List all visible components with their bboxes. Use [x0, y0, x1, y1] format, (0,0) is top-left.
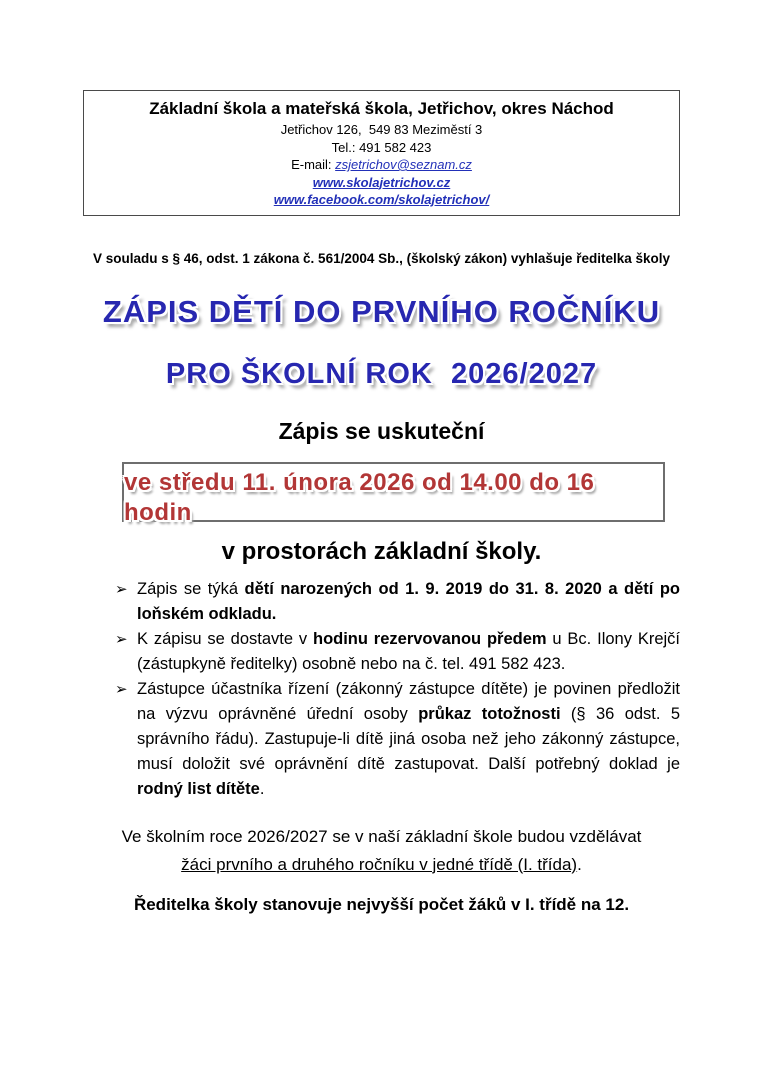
arrow-bullet-icon: ➢ [115, 630, 128, 648]
enrollment-date-text: ve středu 11. února 2026 od 14.00 do 16 hodin [124, 468, 595, 526]
footer-line2-underlined: žáci prvního a druhého ročníku v jedné třídě (I. třída) [181, 854, 578, 874]
school-email-line [88, 156, 675, 174]
school-address: Jetřichov 126, 549 83 Meziměstí 3 [280, 122, 483, 137]
footer-line2 [83, 852, 680, 878]
arrow-bullet-icon: ➢ [115, 580, 128, 598]
school-website-line [88, 174, 675, 192]
email-label: E-mail: [291, 157, 336, 172]
list-item [115, 677, 680, 802]
text-segment-bold: průkaz totožnosti [418, 704, 561, 723]
arrow-bullet-icon: ➢ [115, 680, 128, 698]
text-segment: Zápis se týká [137, 579, 245, 598]
text-segment: (§ 36 odst. 5 správního řádu). Zastupuje-li dítě jiná osoba než jeho zákonný zástupce, musí doložit své oprávnění dítě zastupovat. Další potřebný doklad je [137, 704, 681, 773]
location-line: v prostorách základní školy. [221, 537, 542, 565]
text-segment: K zápisu se dostavte v [137, 629, 313, 648]
footer-line1: Ve školním roce 2026/2027 se v naší základní škole budou vzdělávat [121, 826, 642, 846]
school-name: Základní škola a mateřská škola, Jetřichov, okres Náchod [149, 99, 614, 118]
school-header-box [83, 90, 680, 216]
bullet-text [137, 677, 680, 802]
bullet-text [137, 627, 680, 677]
school-facebook-line [88, 191, 675, 209]
enrollment-date-box [122, 462, 665, 526]
bullet-list [115, 577, 680, 802]
text-segment: u Bc. Ilony Krejčí (zástupkyně ředitelky) osobně nebo na č. tel. 491 582 423. [137, 629, 680, 673]
text-segment: Zástupce účastníka řízení (zákonný zástupce dítěte) je povinen předložit na výzvu oprávněné úřední osoby [137, 679, 680, 723]
list-item [115, 577, 680, 627]
footer-line3: Ředitelka školy stanovuje nejvyšší počet žáků v I. třídě na 12. [133, 894, 630, 914]
text-segment: . [259, 779, 265, 798]
bullet-text [137, 577, 680, 627]
footer-line2-period: . [577, 854, 582, 874]
legal-intro-text: V souladu s § 46, odst. 1 zákona č. 561/2004 Sb., (školský zákon) vyhlašuje ředitelka školy [92, 250, 670, 266]
email-link[interactable]: zsjetrichov@seznam.cz [335, 157, 472, 172]
main-title-line1: ZÁPIS DĚTÍ DO PRVNÍHO ROČNÍKU [102, 293, 661, 329]
main-title-line2: PRO ŠKOLNÍ ROK 2026/2027 [165, 357, 598, 390]
list-item [115, 627, 680, 677]
text-segment-bold: hodinu rezervovanou předem [312, 629, 547, 648]
text-segment-bold: dětí narozených od 1. 9. 2019 do 31. 8. 2020 a dětí po loňském odkladu. [137, 579, 680, 623]
facebook-link[interactable]: www.facebook.com/skolajetrichov/ [273, 192, 490, 207]
subtitle-text: Zápis se uskuteční [278, 417, 485, 444]
school-phone: Tel.: 491 582 423 [331, 139, 432, 155]
text-segment-bold: rodný list dítěte [137, 779, 260, 798]
website-link[interactable]: www.skolajetrichov.cz [312, 174, 451, 190]
